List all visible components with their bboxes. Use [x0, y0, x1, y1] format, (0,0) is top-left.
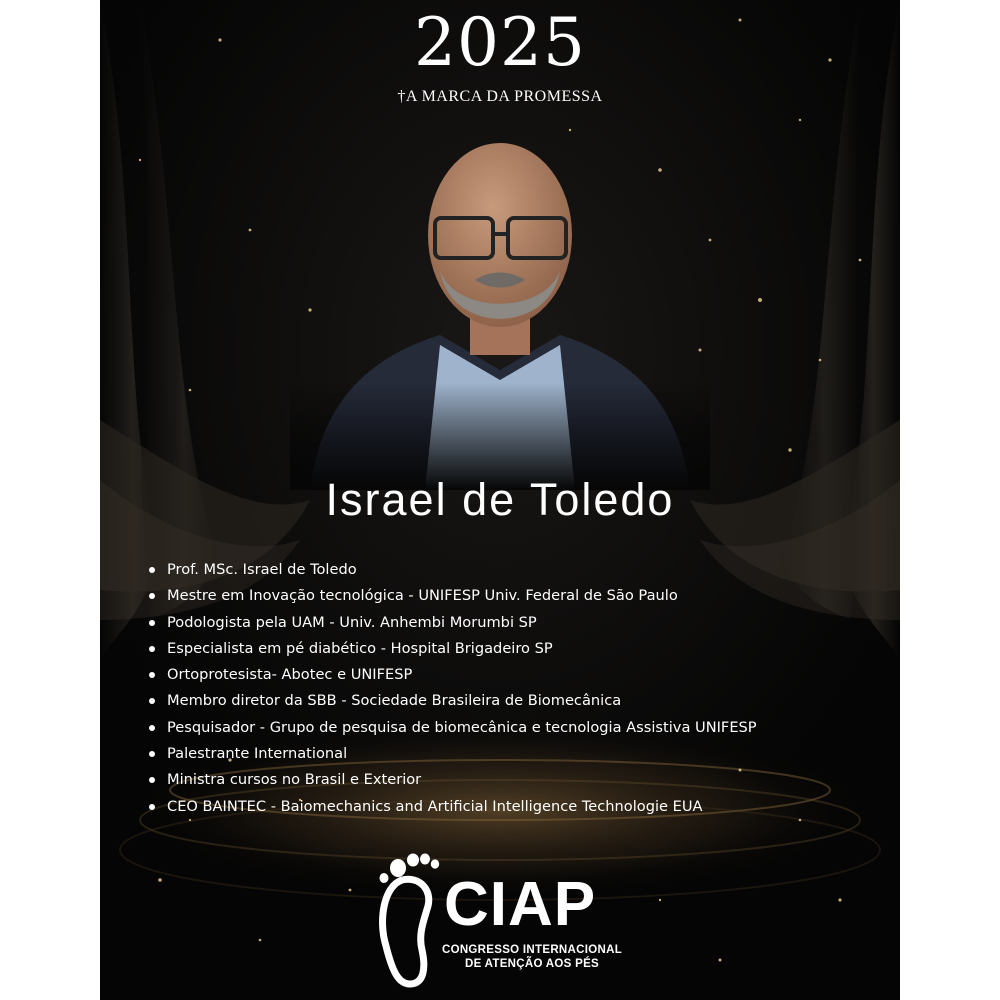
bullet-icon	[149, 672, 155, 678]
bullet-icon	[149, 620, 155, 626]
event-year: 2025	[414, 4, 586, 81]
bio-item: Especialista em pé diabético - Hospital Brigadeiro SP	[147, 637, 757, 663]
bio-item: Ortoprotesista- Abotec e UNIFESP	[147, 663, 757, 689]
event-poster	[100, 0, 900, 1000]
bullet-icon	[149, 777, 155, 783]
logo-subtitle-line1: CONGRESSO INTERNACIONAL	[441, 944, 623, 956]
logo-wordmark: CIAP	[444, 870, 597, 939]
bio-item: Podologista pela UAM - Univ. Anhembi Morumbi SP	[147, 611, 757, 637]
speaker-name: Israel de Toledo	[325, 474, 675, 525]
bio-item: CEO BAINTEC - Baiomechanics and Artificial Intelligence Technologie EUA	[147, 795, 757, 821]
bio-item: Ministra cursos no Brasil e Exterior	[147, 768, 757, 794]
bio-item: Mestre em Inovação tecnológica - UNIFESP Univ. Federal de São Paulo	[147, 584, 757, 610]
ciap-logo	[372, 850, 642, 990]
bio-item: Pesquisador - Grupo de pesquisa de biomecânica e tecnologia Assistiva UNIFESP	[147, 716, 757, 742]
bullet-icon	[149, 567, 155, 573]
speaker-bio-list	[147, 558, 757, 821]
bullet-icon	[149, 593, 155, 599]
bio-item: Membro diretor da SBB - Sociedade Brasileira de Biomecânica	[147, 689, 757, 715]
logo-subtitle-line2: DE ATENÇÃO AOS PÉS	[464, 958, 600, 970]
bullet-icon	[149, 751, 155, 757]
bullet-icon	[149, 698, 155, 704]
bio-item: Prof. MSc. Israel de Toledo	[147, 558, 757, 584]
event-tagline: †A MARCA DA PROMESSA	[397, 88, 603, 105]
bullet-icon	[149, 646, 155, 652]
bio-item: Palestrante International	[147, 742, 757, 768]
speaker-photo	[290, 130, 710, 490]
bullet-icon	[149, 725, 155, 731]
bullet-icon	[149, 804, 155, 810]
